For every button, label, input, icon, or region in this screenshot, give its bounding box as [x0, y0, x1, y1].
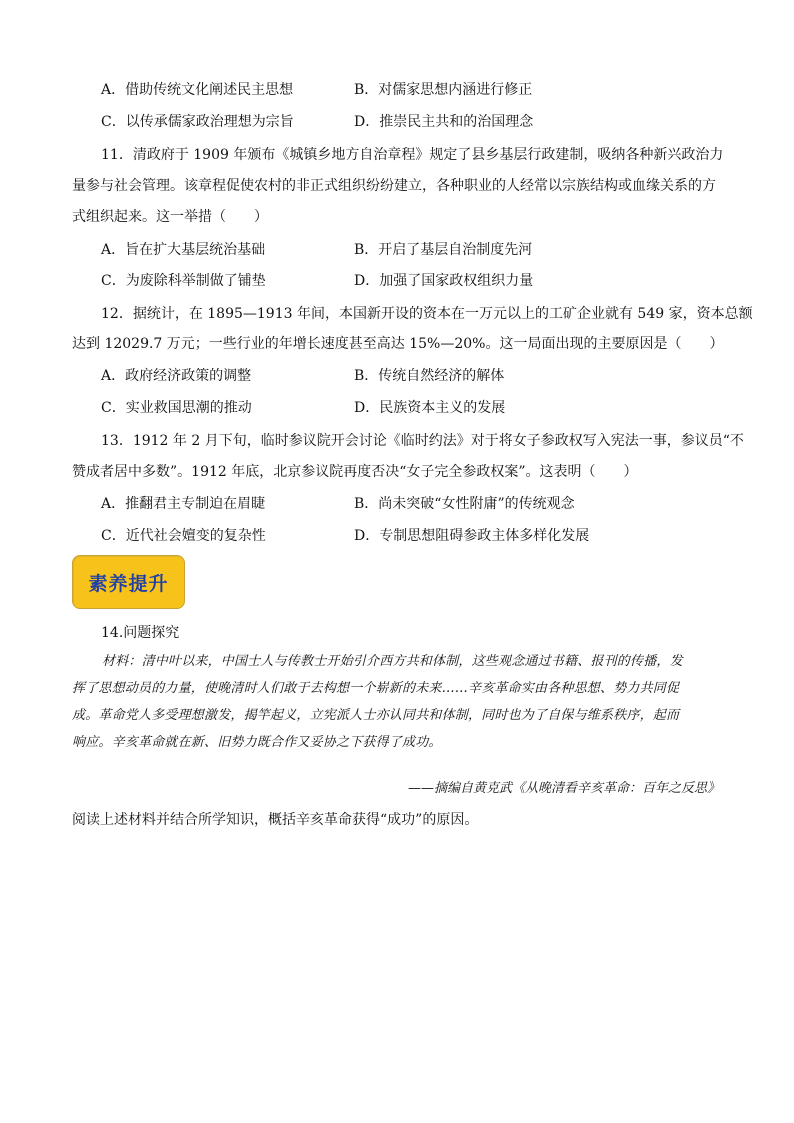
q14-source-citation: ——摘编自黄克武《从晚清看辛亥革命：百年之反思》: [407, 781, 720, 796]
q12-option-d[interactable]: D．民族资本主义的发展: [354, 400, 506, 416]
q13-stem-line2: 赞成者居中多数”。1912 年底，北京参议院再度否决“女子完全参政权案”。这表明（ ）: [72, 464, 638, 480]
q12-option-c[interactable]: C．实业救国思潮的推动: [101, 400, 252, 416]
q11-option-c[interactable]: C．为废除科举制做了铺垫: [101, 273, 266, 289]
q11-option-a[interactable]: A．旨在扩大基层统治基础: [101, 242, 266, 258]
q14-material-line4: 响应。辛亥革命就在新、旧势力既合作又妥协之下获得了成功。: [72, 735, 442, 750]
q13-option-c[interactable]: C．近代社会嬗变的复杂性: [101, 528, 266, 544]
q10-option-b[interactable]: B．对儒家思想内涵进行修正: [354, 82, 533, 98]
q14-material-line1: 材料：清中叶以来，中国士人与传教士开始引介西方共和体制，这些观念通过书籍、报刊的传播，发: [102, 654, 683, 669]
q10-option-d[interactable]: D．推崇民主共和的治国理念: [354, 114, 534, 130]
q11-option-b[interactable]: B．开启了基层自治制度先河: [354, 242, 533, 258]
q12-stem-line2: 达到 12029.7 万元；一些行业的年增长速度甚至高达 15%—20%。这一局面出现的主要原因是（ ）: [72, 336, 724, 352]
q12-option-b[interactable]: B．传统自然经济的解体: [354, 368, 505, 384]
answer-area[interactable]: [72, 840, 722, 1100]
q11-option-d[interactable]: D．加强了国家政权组织力量: [354, 273, 534, 289]
q14-question: 阅读上述材料并结合所学知识，概括辛亥革命获得“成功”的原因。: [72, 812, 479, 828]
q14-title: 14.问题探究: [101, 625, 180, 641]
q11-stem-line3: 式组织起来。这一举措（ ）: [72, 209, 268, 225]
section-badge: [72, 555, 185, 609]
q13-option-b[interactable]: B．尚未突破“女性附庸”的传统观念: [354, 496, 575, 512]
q12-option-a[interactable]: A．政府经济政策的调整: [101, 368, 252, 384]
q11-stem-line1: 11．清政府于 1909 年颁布《城镇乡地方自治章程》规定了县乡基层行政建制，吸纳各种新兴政治力: [101, 147, 724, 163]
section-badge-label: 素养提升: [88, 572, 169, 595]
q13-stem-line1: 13．1912 年 2 月下旬，临时参议院开会讨论《临时约法》对于将女子参政权写入宪法一事，参议员“不: [101, 433, 744, 449]
q14-material-line2: 挥了思想动员的力量，使晚清时人们敢于去构想一个崭新的未来……辛亥革命实由各种思想、势力共同促: [72, 681, 680, 696]
q10-option-a[interactable]: A．借助传统文化阐述民主思想: [101, 82, 294, 98]
q12-stem-line1: 12．据统计，在 1895—1913 年间，本国新开设的资本在一万元以上的工矿企业就有 549 家，资本总额: [101, 306, 753, 322]
q14-material-line3: 成。革命党人多受理想激发，揭竿起义，立宪派人士亦认同共和体制，同时也为了自保与维系秩序，起而: [72, 708, 680, 723]
q11-stem-line2: 量参与社会管理。该章程促使农村的非正式组织纷纷建立，各种职业的人经常以宗族结构或血缘关系的方: [72, 178, 716, 194]
q13-option-a[interactable]: A．推翻君主专制迫在眉睫: [101, 496, 266, 512]
q13-option-d[interactable]: D．专制思想阻碍参政主体多样化发展: [354, 528, 590, 544]
q10-option-c[interactable]: C．以传承儒家政治理想为宗旨: [101, 114, 294, 130]
